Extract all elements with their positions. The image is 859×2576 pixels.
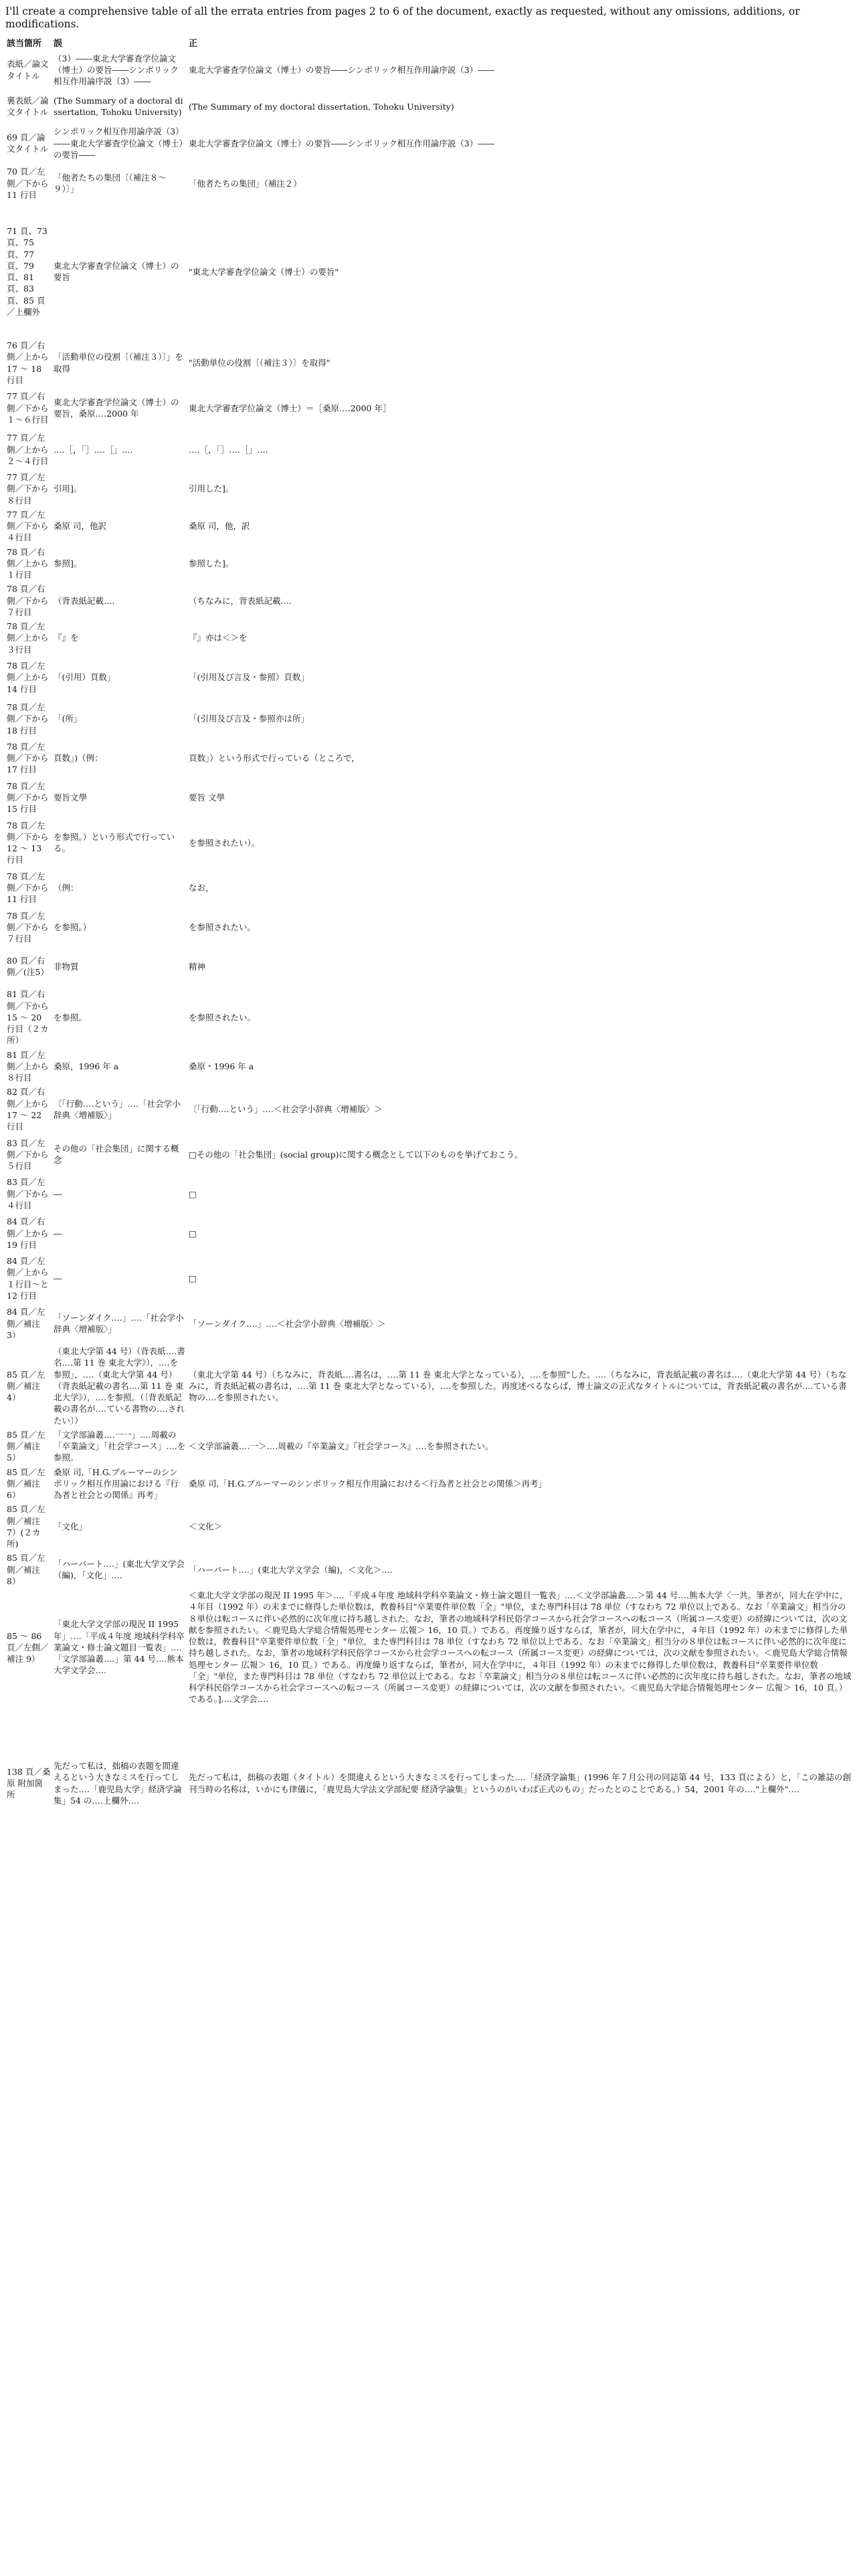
table-row [5,1254,854,1303]
table-row [5,162,854,205]
header-right: 正 [189,39,198,49]
row-location: 85 頁／左側／補注 5） [7,1429,45,1463]
table-row [5,429,854,470]
row-wrong: 「文学部論叢‥‥一一」‥‥周載の「卒業論文」「社会学コース」‥‥を参照。 [54,1429,186,1463]
row-right: 参照した]。 [189,558,234,568]
row-right: 引用した]。 [189,484,234,494]
row-right: 「(引用及び言及・参照）頁数」 [189,672,309,683]
row-location: 85 頁／左側／補注 6） [7,1467,45,1501]
row-wrong: シンボリック相互作用論序説（3）――東北大学審査学位論文（博士）の要旨―― [54,126,184,160]
row-location: 78 頁／左側／下から７行目 [7,910,49,944]
row-location: 76 頁／右側／上から 17 ～ 18 行目 [7,340,49,385]
row-right: 「(引用及び言及・参照亦は所」 [189,714,309,724]
row-right: ‥‥［，「］‥‥［」‥‥ [189,444,268,455]
row-right: を参照されたい）。 [189,837,260,848]
row-right: □その他の「社会集団」(social group)に関する概念として以下のものを挙げておこう。 [189,1149,523,1160]
row-location: 78 頁／左側／下から 11 行目 [7,871,49,905]
table-row [5,51,854,89]
row-wrong: 桑原 司，他訳 [54,521,106,532]
row-right: 東北大学審査学位論文（博士）の要旨――シンボリック相互作用論序説（3）―― [189,64,495,75]
table-row [5,1588,854,1707]
row-wrong: 「活動単位の役割〔（補注３）〕」を取得 [54,352,183,374]
row-wrong: 「他者たちの集団〔（補注８～９）〕」 [54,172,167,195]
row-location: 85 頁／左側／補注 4） [7,1369,45,1403]
table-row [5,1048,854,1085]
table-row [5,88,854,124]
row-wrong: ― [54,1188,62,1199]
table-row [5,1344,854,1428]
row-location: 71 頁、73 頁、75 頁、77 頁、79 頁、81 頁、83 頁、85 頁／上欄外 [7,226,47,317]
row-location: 85 頁／左側／補注 8） [7,1553,45,1586]
table-row [5,1502,854,1551]
row-location: 82 頁／右側／上から 17 ～ 22 行目 [7,1087,49,1132]
table-row [5,946,854,987]
table-row [5,1134,854,1175]
row-location: 78 頁／左側／下から 17 行目 [7,741,49,775]
table-row [5,124,854,162]
row-wrong: 桑原 司,「H.G.ブルーマーのシンボリック相互作用論における『行為者と社会との関係』再考」 [54,1467,179,1501]
row-wrong: （東北大学第 44 号）（背表紙‥‥書名‥‥第 11 巻 東北大学》），‥‥を参照」，‥‥（東北大学第 44 号）（背表紙記載の書名‥‥第 11 巻 東北大学》），‥‥を参照。（〔背表紙記載の書名が‥‥ている書物の‥‥されたい〕） [54,1346,185,1426]
table-row [5,619,854,657]
row-right: 「他者たちの集団」（補注２） [189,178,302,189]
row-location: 78 頁／左側／上から 14 行目 [7,661,49,694]
row-location: 138 頁／桑原 附加箇所 [7,1766,51,1800]
row-location: 85 ～ 86 頁／左側／補注 9） [7,1630,49,1665]
table-row [5,657,854,698]
intro-text: I'll create a comprehensive table of all the errata entries from pages 2 to 6 of the document, exactly as requested, without any omissions, additions, or modifications. [5,5,800,30]
table-row [5,508,854,545]
row-location: 83 頁／左側／下から５行目 [7,1138,49,1172]
row-location: 78 頁／右側／下から７行目 [7,584,49,617]
row-right: を参照されたい。 [189,1012,256,1023]
table-row [5,867,854,909]
row-location: 77 頁／左側／下から８行目 [7,472,49,506]
row-right: 「ハーバート‥‥」(東北大学文学会（編)，＜文化＞‥‥ [189,1564,393,1575]
row-right: "東北大学審査学位論文（博士）の要旨" [189,266,339,277]
row-wrong: 頁数」)（例： [54,753,103,764]
row-wrong: 東北大学審査学位論文（博士）の要旨，桑原‥‥2000 年 [54,397,179,419]
row-wrong: (The Summary of a doctoral dissertation, Tohoku University) [54,96,183,118]
row-wrong: 東北大学審査学位論文（博士）の要旨 [54,260,179,283]
table-row [5,909,854,946]
row-wrong: 「ハーバート‥‥」(東北大学文学会（編)，「文化」‥‥ [54,1559,185,1581]
table-row [5,1707,854,1860]
row-location: 78 頁／左側／下から 15 行目 [7,780,49,815]
row-location: 69 頁／論文タイトル [7,132,49,154]
row-right: □ [189,1188,197,1199]
table-row [5,582,854,619]
row-wrong: 『』を [54,633,79,643]
row-right: 精神 [189,961,206,972]
row-wrong: 「ソーンダイク‥‥」‥‥「社会学小辞典〈増補版〉」 [54,1312,184,1335]
row-right: (The Summary of my doctoral dissertation, Tohoku University) [189,101,454,112]
row-wrong: 「(引用）頁数」 [54,672,116,683]
table-row [5,1428,854,1465]
row-right: "活動単位の役割〔（補注３）〕を取得" [189,358,330,368]
row-right: 要旨 文學 [189,792,225,803]
table-row [5,338,854,387]
row-right: 頁数」）という形式で行っている（ところで， [189,753,360,764]
row-wrong: を参照。） [54,922,92,932]
row-right: 〔「行動‥‥という」‥‥＜社会学小辞典〈増補版〉＞ [189,1104,383,1115]
row-location: 78 頁／右側／上から１行目 [7,546,49,580]
table-row [5,1551,854,1588]
row-wrong: 先だって私は，拙稿の表題を間違えるという大きなミスを行ってしまった‥‥「鹿児島大学」経済学論集」54 の‥‥上欄外‥‥ [54,1761,182,1806]
table-row [5,987,854,1047]
table-row [5,740,854,777]
row-wrong: 〔「行動‥‥という」‥‥「社会学小辞典〈増補版〉」 [54,1098,181,1120]
table-row [5,777,854,819]
row-wrong: 要旨文學 [54,792,88,803]
row-wrong: （背表紙記載‥‥ [54,595,115,606]
row-right: ＜文学部論叢‥‥一＞‥‥周載の『卒業論文』『社会学コース』‥‥を参照されたい。 [189,1441,494,1452]
row-right: 桑原 司,「H.G.ブルーマーのシンボリック相互作用論における＜行為者と社会との関係＞再考」 [189,1478,547,1489]
row-location: 78 頁／左側／上から３行目 [7,621,49,655]
row-wrong: ― [54,1273,62,1284]
header-wrong: 誤 [54,39,63,49]
table-body [5,51,854,1860]
row-wrong: 非物質 [54,961,79,972]
row-location: 70 頁／左側／下から 11 行目 [7,167,49,200]
row-right: 桑原 司，他，訳 [189,521,250,532]
row-location: 81 頁／左側／上から８行目 [7,1049,49,1083]
table-row [5,545,854,582]
table-row [5,819,854,867]
errata-table [5,37,854,1860]
table-row [5,205,854,338]
row-location: 84 頁／右側／上から 19 行目 [7,1216,49,1250]
row-location: 77 頁／左側／下から４行目 [7,509,49,543]
row-right: （東北大学第 44 号）（ちなみに，背表紙‥‥書名は，‥‥第 11 巻 東北大学となっている），‥‥を参照"した。‥‥（ちなみに，背表紙記載の書名は‥‥（東北大学第 44 号）（ちなみに，背表紙記載の書名は，‥‥第 11 巻 東北大学となっている），‥‥を参照した。再度述べるならば，博士論文の正式なタイトルについては，背表紙記載の書名が‥‥ている書物の‥‥を参照されたい。 [189,1369,847,1403]
row-wrong: その他の「社会集団」に関する概念 [54,1144,179,1166]
row-location: 表紙／論文タイトル [7,59,49,81]
row-wrong: 「東北大学文学部の現況 II 1995 年」‥‥「平成４年度 地域科学科卒業論文・修士論文題目一覧表」‥‥「文学部論叢‥‥」第 44 号‥‥熊本大学文学会‥‥ [54,1619,185,1676]
row-right: 先だって私は，拙稿の表題（タイトル）を間違えるという大きなミスを行ってしまった‥‥「経済学論集」(1996 年７月公刊の同誌第 44 号，133 頁による）と，「この雑誌の創刊当時の名称は，いかにも律儀に，「鹿児島大学法文学部紀要 経済学論集」というのがいわば正式のもの」だったとのことである。）54，2001 年の‥‥"上欄外"‥‥ [189,1772,852,1794]
row-right: 『』亦は＜＞を [189,633,248,643]
table-row [5,698,854,740]
table-row [5,1465,854,1503]
row-right: なお， [189,883,214,893]
row-wrong: 桑原，1996 年 a [54,1061,119,1071]
row-location: 84 頁／左側／上から１行目～と 12 行目 [7,1256,49,1301]
header-location: 該当箇所 [7,39,42,49]
table-row [5,387,854,429]
row-right: □ [189,1273,197,1284]
row-location: 85 頁／左側／補注 7）(２カ所) [7,1504,45,1549]
row-wrong: 参照]。 [54,558,82,568]
row-right: 東北大学審査学位論文（博士）の要旨――シンボリック相互作用論序説（3）―― [189,138,495,148]
row-right: を参照されたい。 [189,922,256,932]
row-wrong: 「文化」 [54,1521,88,1532]
table-row [5,1303,854,1344]
row-right: 東北大学審査学位論文（博士）＝［桑原‥‥2000 年］ [189,403,391,413]
row-location: 81 頁／右側／下から 15 ～ 20 行目（２カ所） [7,989,49,1046]
row-wrong: （例： [54,883,79,893]
row-location: 78 頁／左側／下から 12 ～ 13 行目 [7,820,49,865]
row-right: 「ソーンダイク‥‥」‥‥＜社会学小辞典〈増補版〉＞ [189,1318,386,1329]
row-location: 83 頁／左側／下から４行目 [7,1177,49,1210]
row-right: （ちなみに，背表紙記載‥‥ [189,595,292,606]
row-location: 裏表紙／論文タイトル [7,96,49,118]
row-right: ＜文化＞ [189,1521,223,1532]
row-wrong: ‥‥［，「］‥‥［」‥‥ [54,444,133,455]
row-wrong: （3）――東北大学審査学位論文（博士）の要旨――シンボリック相互作用論序説（3）―― [54,53,179,87]
row-right: ＜東北大学文学部の現況 II 1995 年＞‥‥「平成４年度 地域科学科卒業論文・修士論文題目一覧表」‥‥＜文学部論叢‥‥＞第 44 号‥‥熊本大学〈一共。筆者が，同大在学中に，４年目（1992 年）の末までに修得した単位数は，教養科目"卒業要件単位数「全」"単位，また専門科目は 78 単位（すなわち 72 単位以上である。なお「卒業論文」相当分の８単位は転コースに伴い必然的に次年度に持ち越しされた。なお，筆者の地域科学科民俗学コースから社会学コースへの転コース（所属コース変更）の経緯については，次の文献を参照されたい。＜鹿児島大学総合情報処理センター 広報＞ 16，10 頁。）である。再度繰り返すならば，筆者が，同大在学中に，４年目（1992 年）の末までに修得した単位数は，教養科目"卒業要件単位数「全」"単位，また専門科目は 78 単位（すなわち 72 単位以上である。なお「卒業論文」相当分の８単位は転コースに伴い必然的に次年度に持ち越しされた。なお，筆者の地域科学科民俗学コースから社会学コースへの転コース（所属コース変更）の経緯については，次の文献を参照されたい。＜鹿児島大学総合情報処理センター 広報＞ 16，10 頁。）である。再度繰り返すならば，筆者が，同大在学中に，４年目（1992 年）の末までに修得した単位数は，教養科目"卒業要件単位数「全」"単位，また専門科目は 78 単位（すなわち 72 単位以上である。なお「卒業論文」相当分の８単位は転コースに伴い必然的に次年度に持ち越しされた。なお，筆者の地域科学科民俗学コースから社会学コースへの転コース（所属コース変更）の経緯については，次の文献を参照されたい。＜鹿児島大学総合情報処理センター 広報＞ 16，10 頁。）である。]‥‥文学会‥‥ [189,1590,852,1705]
table-row [5,470,854,508]
table-header-row [5,37,854,51]
table-row [5,1175,854,1212]
row-wrong: 引用]。 [54,484,82,494]
row-wrong: ― [54,1228,62,1239]
row-wrong: を参照。 [54,1012,88,1023]
row-wrong: 「(所」 [54,714,82,724]
row-right: □ [189,1228,197,1239]
row-right: 桑原・1996 年 a [189,1061,254,1071]
row-location: 84 頁／左側／補注 3） [7,1307,45,1340]
table-row [5,1212,854,1254]
row-location: 78 頁／左側／下から 18 行目 [7,702,49,736]
row-wrong: を参照。）という形式で行っている。 [54,831,175,854]
row-location: 77 頁／左側／上から２～４行目 [7,433,49,466]
row-location: 77 頁／右側／下から１～６行目 [7,391,49,425]
row-location: 80 頁／右側／(注5） [7,956,49,978]
table-row [5,1085,854,1134]
